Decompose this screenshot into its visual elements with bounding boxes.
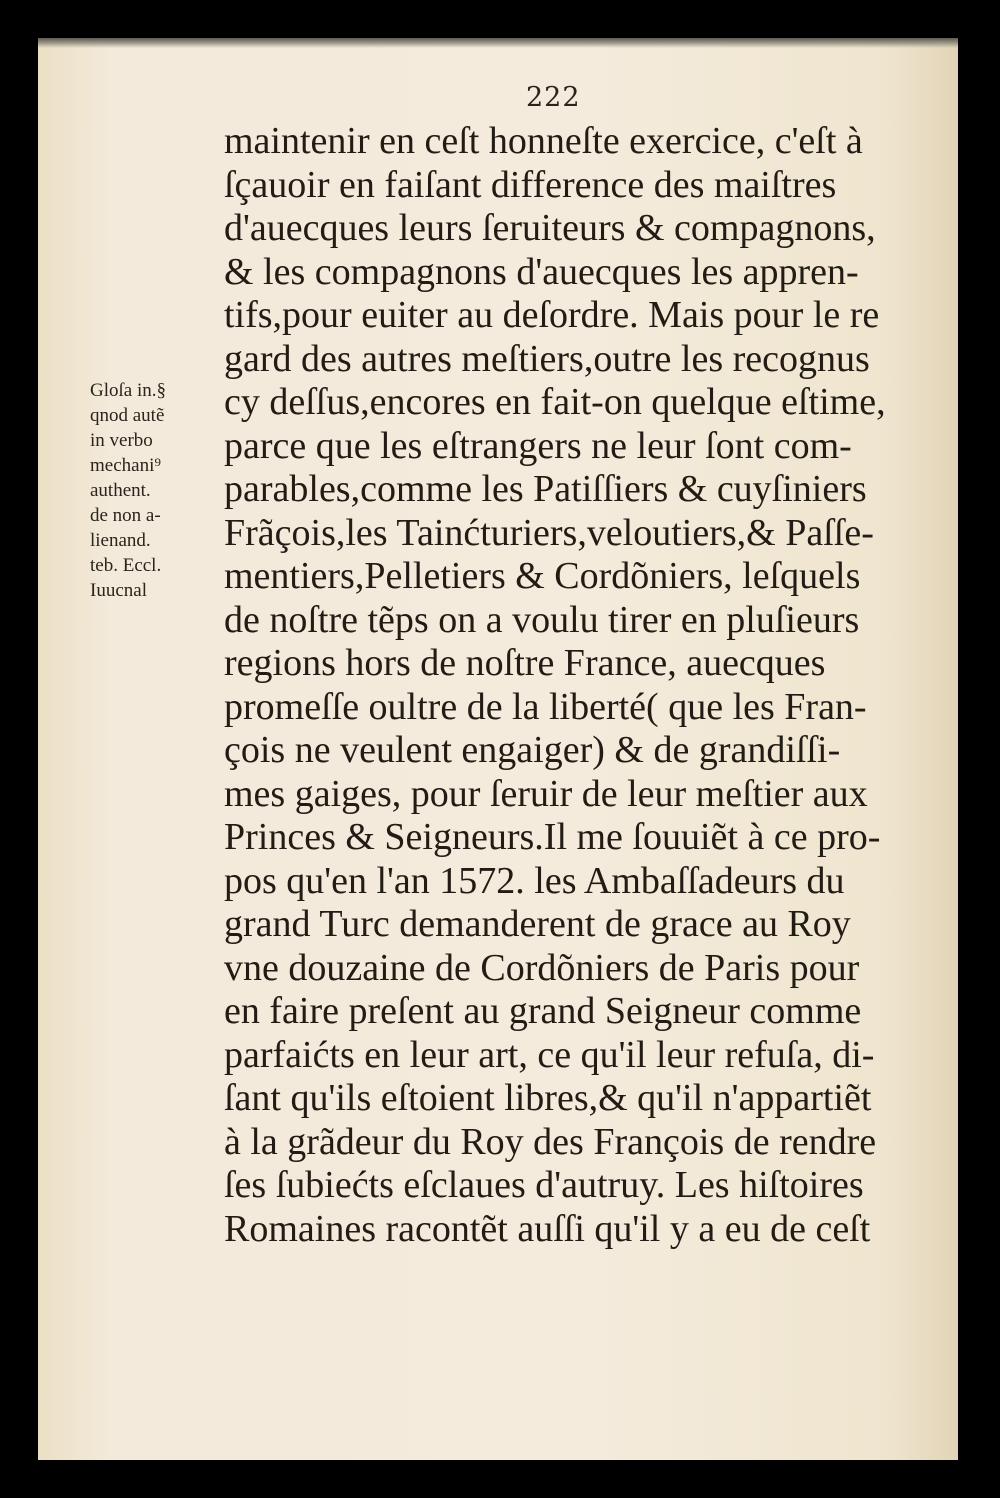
text-line: maintenir en ceſt honneſte exercice, c'eſt à	[224, 120, 863, 162]
margin-note: Gloſa in.§	[90, 380, 166, 401]
text-line: ſçauoir en faiſant difference des maiſtres	[224, 163, 837, 206]
text-line: parfaićts en leur art, ce qu'il leur refuſa, di-	[224, 1033, 875, 1076]
margin-note: qnod autẽ	[90, 405, 165, 426]
text-line: en faire preſent au grand Seigneur comme	[224, 990, 862, 1032]
text-line: & les compagnons d'auecques les appren-	[224, 250, 859, 293]
text-line: Romaines racontẽt auſſi qu'il y a eu de ceſt	[224, 1207, 871, 1250]
text-line: ſant qu'ils eſtoient libres,& qu'il n'appartiẽt	[224, 1077, 872, 1119]
text-line: regions hors de noſtre France, auecques	[224, 642, 826, 684]
text-line: çois ne veulent engaiger) & de grandiſſi-	[224, 729, 841, 771]
text-line: parce que les eſtrangers ne leur ſont com-	[224, 424, 852, 467]
text-line: parables,comme les Patiſſiers & cuyſiniers	[224, 468, 867, 510]
page-number: 222	[526, 82, 581, 113]
margin-note: in verbo	[90, 430, 153, 451]
margin-note: mechani⁹	[90, 455, 161, 476]
text-line: de noſtre tẽps on a voulu tirer en pluſieurs	[224, 598, 860, 641]
body-text	[224, 120, 936, 1251]
text-line: d'auecques leurs ſeruiteurs & compagnons,	[224, 207, 876, 249]
text-line: Princes & Seigneurs.Il me ſouuiẽt à ce pro-	[224, 816, 881, 858]
text-line: à la grãdeur du Roy des François de rendre	[224, 1120, 877, 1163]
text-line: tifs,pour euiter au deſordre. Mais pour le re	[224, 294, 880, 336]
text-line: promeſſe oultre de la liberté( que les Fran-	[224, 685, 867, 728]
text-line: gard des autres meſtiers,outre les recognus	[224, 337, 870, 380]
margin-note: authent.	[90, 480, 151, 501]
text-line: mentiers,Pelletiers & Cordõniers, leſquels	[224, 555, 861, 597]
text-line: mes gaiges, pour ſeruir de leur meſtier aux	[224, 772, 868, 815]
margin-notes	[90, 378, 240, 603]
text-line: Frãçois,les Tainćturiers,veloutiers,& Paſſe-	[224, 511, 874, 554]
text-line: grand Turc demanderent de grace au Roy	[224, 903, 851, 945]
margin-note: lienand.	[90, 530, 151, 551]
margin-note: Iuucnal	[90, 580, 147, 601]
text-line: cy deſſus,encores en fait-on quelque eſtime,	[224, 381, 886, 423]
text-line: pos qu'en l'an 1572. les Ambaſſadeurs du	[224, 859, 845, 902]
margin-note: de non a-	[90, 505, 161, 526]
margin-note: teb. Eccl.	[90, 555, 162, 576]
book-page	[38, 38, 958, 1460]
text-line: ſes ſubiećts eſclaues d'autruy. Les hiſtoires	[224, 1164, 864, 1206]
text-line: vne douzaine de Cordõniers de Paris pour	[224, 946, 860, 989]
